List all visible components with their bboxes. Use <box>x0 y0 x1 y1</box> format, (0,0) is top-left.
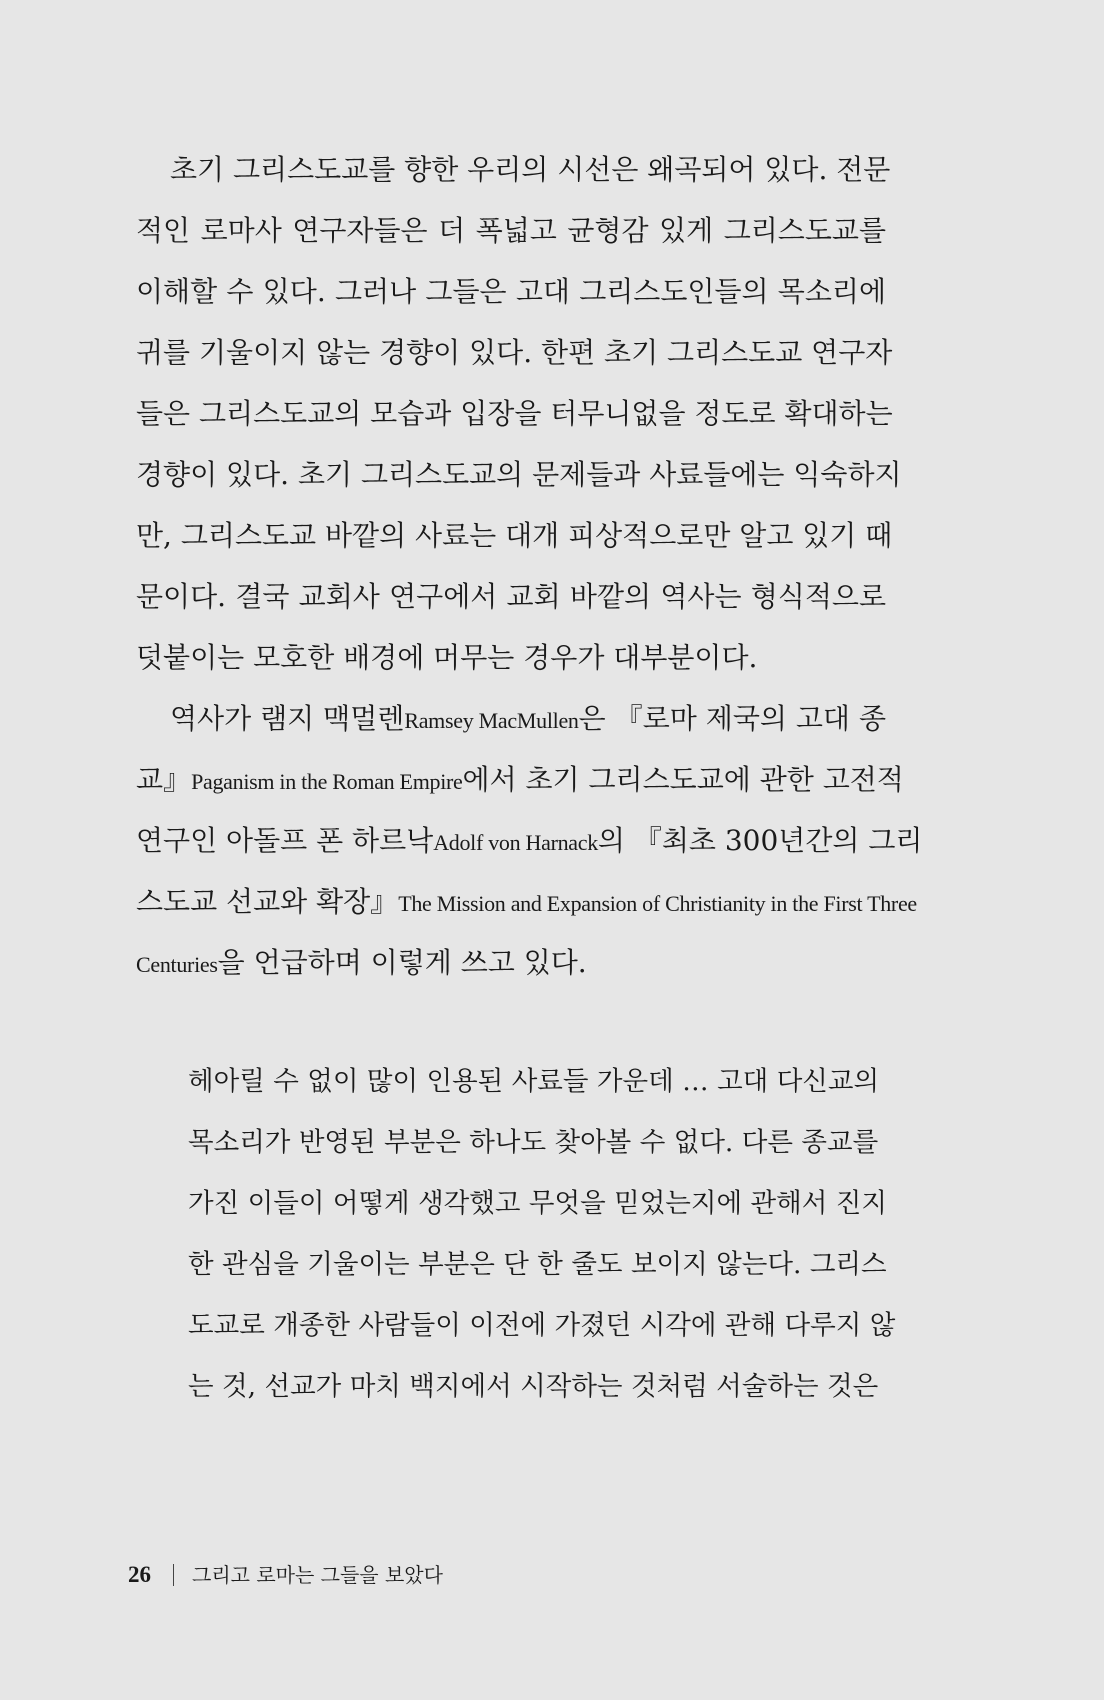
paragraph-2-text: 역사가 램지 맥멀렌 <box>170 702 405 735</box>
paragraph-2-text: 스도교 선교와 확장』 <box>136 885 399 918</box>
quote-line: 는 것, 선교가 마치 백지에서 시작하는 것처럼 서술하는 것은 <box>188 1371 879 1402</box>
paragraph-2-line <box>136 871 917 932</box>
paragraph-1-line: 들은 그리스도교의 모습과 입장을 터무니없을 정도로 확대하는 <box>136 397 893 430</box>
running-title: 그리고 로마는 그들을 보았다 <box>192 1563 443 1587</box>
paragraph-2-english-title: Centuries <box>136 952 218 977</box>
paragraph-2-text: 에서 초기 그리스도교에 관한 고전적 <box>462 763 904 796</box>
paragraph-2-line <box>136 688 886 749</box>
paragraph-2-english-name: Adolf von Harnack <box>433 830 598 855</box>
quote-line: 가진 이들이 어떻게 생각했고 무엇을 믿었는지에 관해서 진지 <box>188 1188 887 1219</box>
paragraph-2-english-title: The Mission and Expansion of Christianity in the First Three <box>398 891 917 916</box>
paragraph-2-text: 의 『최초 300년간의 그리 <box>597 824 923 857</box>
paragraph-2-line <box>136 749 904 810</box>
paragraph-1-line: 경향이 있다. 초기 그리스도교의 문제들과 사료들에는 익숙하지 <box>136 458 902 491</box>
body-text <box>136 139 923 993</box>
page-number: 26 <box>128 1562 151 1587</box>
block-quote <box>188 1051 896 1417</box>
paragraph-2-line <box>136 810 923 871</box>
paragraph-2-english-name: Ramsey MacMullen <box>404 708 579 733</box>
paragraph-2-english-title: Paganism in the Roman Empire <box>191 769 463 794</box>
paragraph-1-line: 이해할 수 있다. 그러나 그들은 고대 그리스도인들의 목소리에 <box>136 275 886 308</box>
quote-line: 도교로 개종한 사람들이 이전에 가졌던 시각에 관해 다루지 않 <box>188 1310 896 1341</box>
paragraph-1-line: 문이다. 결국 교회사 연구에서 교회 바깥의 역사는 형식적으로 <box>136 580 886 613</box>
paragraph-2-text: 교』 <box>136 763 192 796</box>
page-footer <box>128 1557 443 1593</box>
quote-line: 한 관심을 기울이는 부분은 단 한 줄도 보이지 않는다. 그리스 <box>188 1249 887 1280</box>
paragraph-2-text: 을 언급하며 이렇게 쓰고 있다. <box>217 946 587 979</box>
paragraph-1-line: 덧붙이는 모호한 배경에 머무는 경우가 대부분이다. <box>136 641 758 674</box>
quote-line: 목소리가 반영된 부분은 하나도 찾아볼 수 없다. 다른 종교를 <box>188 1127 879 1158</box>
paragraph-1-line: 초기 그리스도교를 향한 우리의 시선은 왜곡되어 있다. 전문 <box>170 153 891 186</box>
paragraph-2-text: 은 『로마 제국의 고대 종 <box>578 702 887 735</box>
paragraph-1-line: 적인 로마사 연구자들은 더 폭넓고 균형감 있게 그리스도교를 <box>136 214 886 247</box>
paragraph-2-line <box>136 932 886 993</box>
quote-line: 헤아릴 수 없이 많이 인용된 사료들 가운데 … 고대 다신교의 <box>188 1066 880 1097</box>
footer-divider <box>173 1564 174 1586</box>
paragraph-1-line: 만, 그리스도교 바깥의 사료는 대개 피상적으로만 알고 있기 때 <box>136 519 893 552</box>
paragraph-2-text: 연구인 아돌프 폰 하르낙 <box>136 824 434 857</box>
paragraph-1-line: 귀를 기울이지 않는 경향이 있다. 한편 초기 그리스도교 연구자 <box>136 336 893 369</box>
